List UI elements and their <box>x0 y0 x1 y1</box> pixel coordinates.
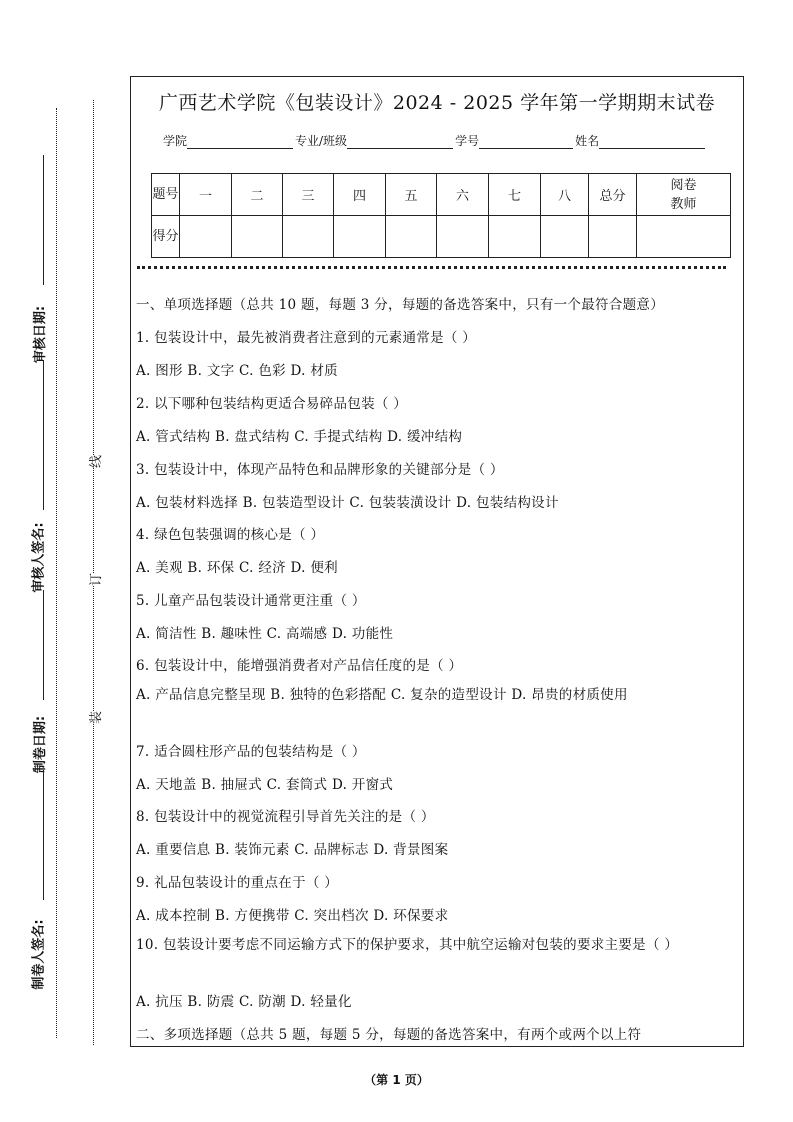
score-header-cell: 阅卷教师 <box>637 174 731 216</box>
compiler-signature-label: 制卷人签名: <box>31 919 47 990</box>
signature-line-1 <box>43 155 44 285</box>
score-table <box>151 173 731 258</box>
question-10-options: A. 抗压 B. 防震 C. 防潮 D. 轻量化 <box>136 994 352 1010</box>
name-field[interactable] <box>599 134 705 149</box>
signature-line-3 <box>43 590 44 700</box>
student-id-field[interactable] <box>479 134 573 149</box>
score-header-cell: 总分 <box>589 174 637 216</box>
question-5-options: A. 简洁性 B. 趣味性 C. 高端感 D. 功能性 <box>136 626 394 642</box>
question-6-options: A. 产品信息完整呈现 B. 独特的色彩搭配 C. 复杂的造型设计 D. 昂贵的材质使用 <box>136 687 628 703</box>
binding-char-order: 订 <box>85 573 104 586</box>
score-cell[interactable] <box>283 216 334 258</box>
score-header-cell: 七 <box>489 174 541 216</box>
binding-char-bind: 装 <box>85 711 104 724</box>
question-9-options: A. 成本控制 B. 方便携带 C. 突出档次 D. 环保要求 <box>136 908 449 924</box>
major-class-field[interactable] <box>347 134 453 149</box>
question-7: 7. 适合圆柱形产品的包装结构是（ ） <box>136 744 366 760</box>
score-table-score-row <box>152 216 731 258</box>
college-label: 学院 <box>163 134 188 148</box>
score-header-cell: 三 <box>283 174 334 216</box>
score-header-cell: 一 <box>180 174 232 216</box>
question-1: 1. 包装设计中，最先被消费者注意到的元素通常是（ ） <box>136 330 477 346</box>
score-cell[interactable] <box>334 216 386 258</box>
signature-line-2 <box>43 360 44 510</box>
separator-dotted-line <box>137 266 726 269</box>
section-one-heading: 一、单项选择题（总共 10 题，每题 3 分，每题的备选答案中，只有一个最符合题意） <box>136 297 665 313</box>
reviewer-signature-label: 审核人签名: <box>31 522 47 593</box>
score-cell[interactable] <box>232 216 283 258</box>
score-cell[interactable] <box>386 216 437 258</box>
score-header-cell: 六 <box>437 174 489 216</box>
major-class-label: 专业/班级 <box>295 134 348 148</box>
score-table-header-row <box>152 174 731 216</box>
score-header-cell: 八 <box>541 174 589 216</box>
compile-date-label: 制卷日期: <box>33 715 49 774</box>
question-6: 6. 包装设计中，能增强消费者对产品信任度的是（ ） <box>136 658 463 674</box>
page-number: （第 1 页） <box>364 1073 429 1087</box>
question-9: 9. 礼品包装设计的重点在于（ ） <box>136 875 339 891</box>
signature-line-4 <box>43 770 44 900</box>
score-cell[interactable] <box>437 216 489 258</box>
question-2-options: A. 管式结构 B. 盘式结构 C. 手提式结构 D. 缓冲结构 <box>136 429 463 445</box>
college-field[interactable] <box>187 134 293 149</box>
question-8-options: A. 重要信息 B. 装饰元素 C. 品牌标志 D. 背景图案 <box>136 842 449 858</box>
question-5: 5. 儿童产品包装设计通常更注重（ ） <box>136 593 366 609</box>
student-id-label: 学号 <box>455 134 480 148</box>
score-header-cell: 四 <box>334 174 386 216</box>
score-cell[interactable] <box>180 216 232 258</box>
student-info-row <box>163 132 707 149</box>
exam-title: 广西艺术学院《包装设计》2024 - 2025 学年第一学期期末试卷 <box>158 92 716 114</box>
score-header-cell: 题号 <box>152 174 180 216</box>
question-3-options: A. 包装材料选择 B. 包装造型设计 C. 包装装潢设计 D. 包装结构设计 <box>136 495 559 511</box>
question-2: 2. 以下哪种包装结构更适合易碎品包装（ ） <box>136 396 408 412</box>
question-3: 3. 包装设计中，体现产品特色和品牌形象的关键部分是（ ） <box>136 462 504 478</box>
score-header-cell: 五 <box>386 174 437 216</box>
question-7-options: A. 天地盖 B. 抽屉式 C. 套筒式 D. 开窗式 <box>136 777 394 793</box>
score-cell[interactable] <box>489 216 541 258</box>
score-cell[interactable] <box>637 216 731 258</box>
name-label: 姓名 <box>575 134 600 148</box>
question-10: 10. 包装设计要考虑不同运输方式下的保护要求，其中航空运输对包装的要求主要是（ ） <box>136 937 679 953</box>
score-cell[interactable] <box>589 216 637 258</box>
question-4-options: A. 美观 B. 环保 C. 经济 D. 便利 <box>136 560 338 576</box>
score-row-label: 得分 <box>152 216 180 258</box>
score-header-cell: 二 <box>232 174 283 216</box>
section-two-heading: 二、多项选择题（总共 5 题，每题 5 分，每题的备选答案中，有两个或两个以上符 <box>136 1027 642 1043</box>
binding-char-line: 线 <box>85 455 104 468</box>
review-date-label: 审核日期: <box>33 305 49 364</box>
question-1-options: A. 图形 B. 文字 C. 色彩 D. 材质 <box>136 363 338 379</box>
binding-dotted-line-outer <box>56 108 57 1038</box>
score-cell[interactable] <box>541 216 589 258</box>
question-4: 4. 绿色包装强调的核心是（ ） <box>136 527 325 543</box>
question-8: 8. 包装设计中的视觉流程引导首先关注的是（ ） <box>136 809 435 825</box>
